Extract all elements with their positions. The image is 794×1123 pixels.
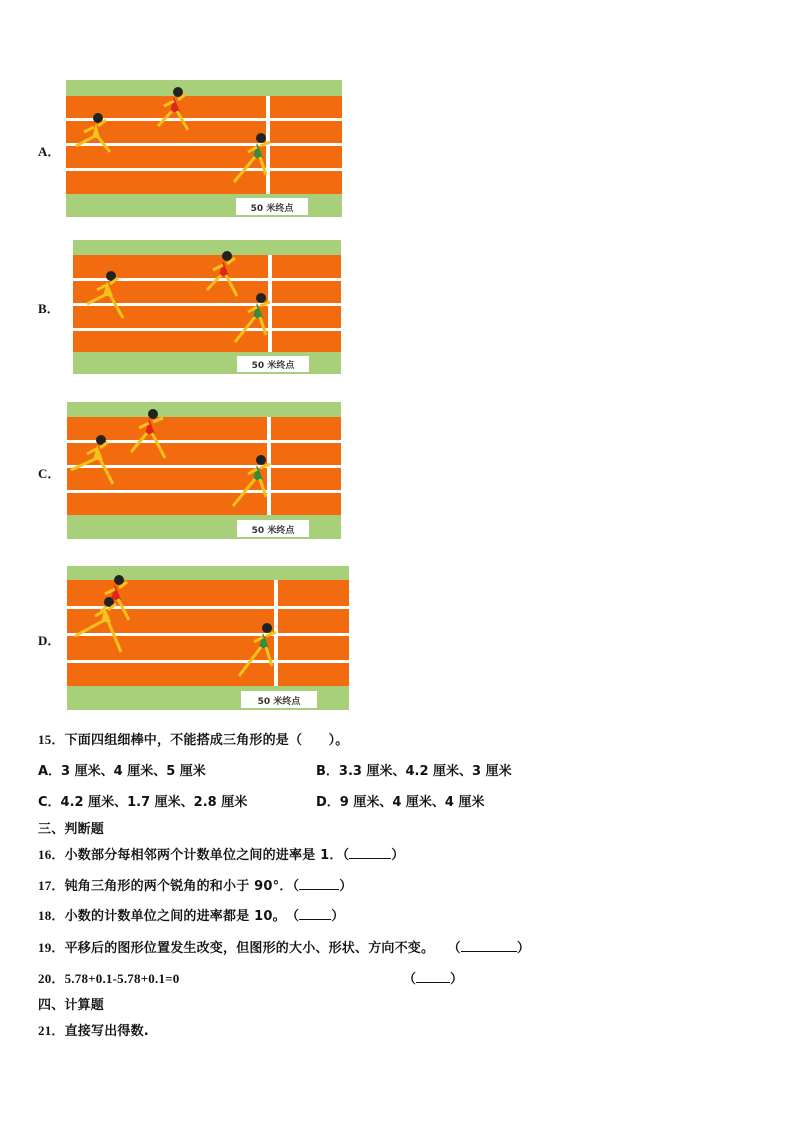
- question-text: 小数部分每相邻两个计数单位之间的进率是 1．（: [64, 848, 350, 863]
- question-16: [38, 844, 404, 863]
- track-image-d: [67, 566, 349, 710]
- answer-blank[interactable]: [461, 939, 517, 952]
- section-heading-judgment: 三、判断题: [38, 822, 105, 837]
- question-number: 15．: [38, 732, 65, 747]
- paren-close: ）: [391, 848, 405, 863]
- option-b-label: B．: [38, 301, 60, 316]
- choice-a: A．3 厘米、4 厘米、5 厘米: [38, 764, 206, 779]
- paren-close: ）: [450, 972, 464, 987]
- track-image-c: [67, 402, 341, 539]
- question-text: 下面四组细棒中，不能搭成三角形的是（ ）。: [64, 733, 349, 748]
- answer-blank[interactable]: [349, 846, 391, 859]
- question-text: 小数的计数单位之间的进率都是 10。 （: [64, 909, 300, 924]
- answer-blank[interactable]: [299, 877, 339, 890]
- question-17: [38, 875, 352, 894]
- question-15: [38, 729, 349, 748]
- paren-close: ）: [516, 941, 531, 956]
- option-d-label: D．: [38, 633, 61, 648]
- question-text: 平移后的图形位置发生改变，但图形的大小、形状、方向不变。 （: [64, 941, 461, 956]
- choice-d: D．9 厘米、4 厘米、4 厘米: [316, 795, 485, 810]
- question-number: 20．: [38, 971, 65, 986]
- question-text: 钝角三角形的两个锐角的和小于 90°．（: [64, 879, 300, 894]
- question-number: 17．: [38, 878, 65, 893]
- question-20: [38, 968, 179, 987]
- question-number: 16．: [38, 847, 65, 862]
- question-20-answer: [403, 968, 463, 987]
- section-heading-calculation: 四、计算题: [38, 998, 105, 1013]
- question-number: 21．: [38, 1023, 65, 1038]
- answer-blank[interactable]: [299, 907, 331, 920]
- question-18: [38, 905, 344, 924]
- question-number: 19．: [38, 940, 65, 955]
- paren-close: ）: [331, 909, 345, 924]
- choice-b: B．3.3 厘米、4.2 厘米、3 厘米: [316, 764, 512, 779]
- finish-label-b: 50 米终点: [251, 361, 295, 371]
- question-text: 5.78+0.1-5.78+0.1=0: [64, 971, 180, 986]
- paren-close: ）: [339, 879, 353, 894]
- option-a-label: A．: [38, 144, 61, 159]
- track-image-b: [73, 240, 341, 374]
- question-21: [38, 1020, 149, 1039]
- answer-blank[interactable]: [416, 970, 450, 983]
- question-text: 直接写出得数.: [64, 1024, 149, 1039]
- finish-label-d: 50 米终点: [257, 697, 301, 707]
- choice-c: C．4.2 厘米、1.7 厘米、2.8 厘米: [38, 795, 248, 810]
- question-number: 18．: [38, 908, 65, 923]
- option-c-label: C．: [38, 466, 61, 481]
- question-19: [38, 937, 530, 956]
- paren-open: （: [403, 972, 417, 987]
- track-image-a: [66, 80, 342, 217]
- finish-label-a: 50 米终点: [250, 204, 294, 214]
- finish-label-c: 50 米终点: [251, 526, 295, 536]
